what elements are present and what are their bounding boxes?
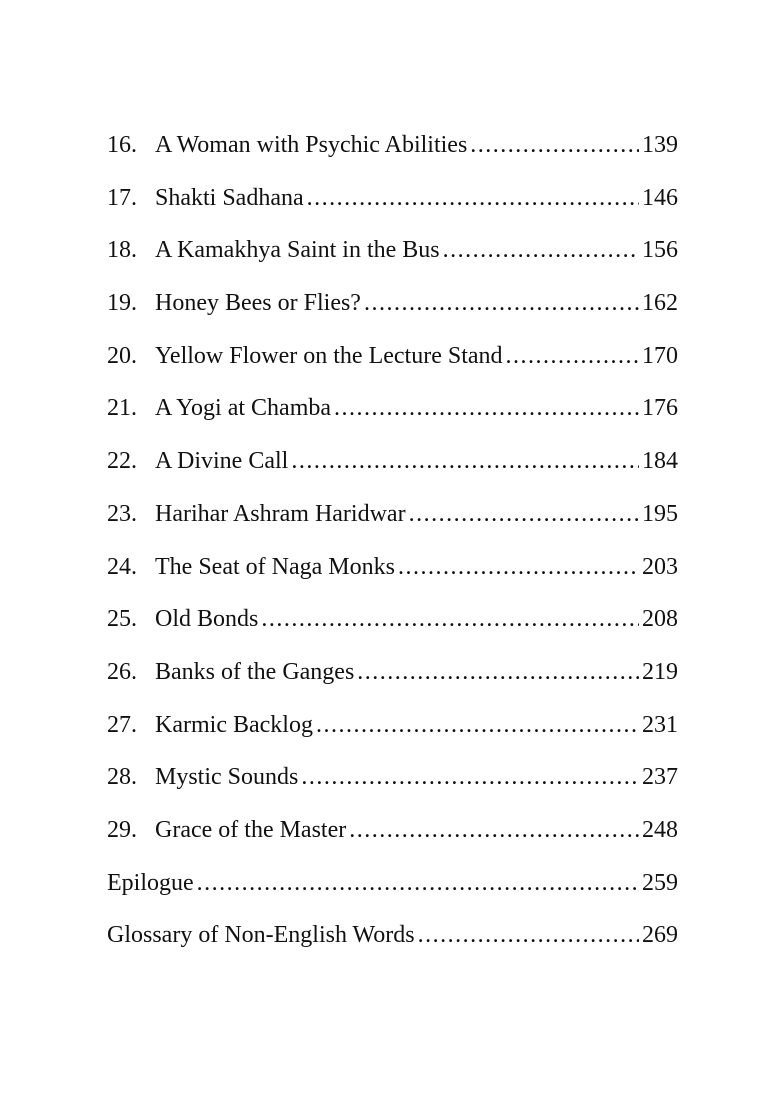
dot-leader xyxy=(334,389,639,427)
toc-entry-glossary xyxy=(107,916,678,969)
page-number: 248 xyxy=(642,816,678,843)
dot-leader xyxy=(307,179,639,217)
dot-leader xyxy=(316,706,639,744)
toc-entry xyxy=(107,442,678,495)
chapter-number: 26. xyxy=(107,658,137,685)
page-number: 269 xyxy=(642,922,678,949)
page-number: 208 xyxy=(642,606,678,633)
chapter-title: Karmic Backlog xyxy=(155,711,313,738)
chapter-title: Honey Bees or Flies? xyxy=(155,290,361,317)
chapter-number: 20. xyxy=(107,342,137,369)
chapter-title: Yellow Flower on the Lecture Stand xyxy=(155,342,503,369)
toc-entry xyxy=(107,495,678,548)
chapter-number: 29. xyxy=(107,816,137,843)
chapter-number: 17. xyxy=(107,184,137,211)
chapter-number: 18. xyxy=(107,237,137,264)
dot-leader xyxy=(398,548,639,586)
dot-leader xyxy=(357,653,639,691)
chapter-number: 19. xyxy=(107,290,137,317)
page-number: 203 xyxy=(642,553,678,580)
page-number: 176 xyxy=(642,395,678,422)
dot-leader xyxy=(301,758,639,796)
chapter-number: 21. xyxy=(107,395,137,422)
dot-leader xyxy=(364,284,639,322)
toc-entry xyxy=(107,231,678,284)
chapter-title: Grace of the Master xyxy=(155,816,347,843)
page-number: 231 xyxy=(642,711,678,738)
chapter-title: Mystic Sounds xyxy=(155,764,299,791)
table-of-contents xyxy=(107,126,678,969)
chapter-title: The Seat of Naga Monks xyxy=(155,553,395,580)
chapter-number: 23. xyxy=(107,500,137,527)
chapter-title: A Divine Call xyxy=(155,448,289,475)
chapter-title: Banks of the Ganges xyxy=(155,658,355,685)
dot-leader xyxy=(470,126,639,164)
dot-leader xyxy=(409,495,639,533)
dot-leader xyxy=(349,811,639,849)
chapter-title: A Yogi at Chamba xyxy=(155,395,332,422)
page-number: 259 xyxy=(642,869,678,896)
dot-leader xyxy=(197,864,639,902)
page-number: 170 xyxy=(642,342,678,369)
chapter-title: A Woman with Psychic Abilities xyxy=(155,132,468,158)
toc-entry xyxy=(107,811,678,864)
chapter-title: Old Bonds xyxy=(155,606,259,633)
chapter-title: Shakti Sadhana xyxy=(155,184,304,211)
section-title: Epilogue xyxy=(107,869,194,896)
chapter-number: 28. xyxy=(107,764,137,791)
page-number: 184 xyxy=(642,448,678,475)
page-number: 219 xyxy=(642,658,678,685)
dot-leader xyxy=(261,600,639,638)
chapter-title: A Kamakhya Saint in the Bus xyxy=(155,237,440,264)
toc-entry xyxy=(107,126,678,179)
dot-leader xyxy=(291,442,639,480)
page-number: 237 xyxy=(642,764,678,791)
dot-leader xyxy=(443,231,639,269)
chapter-number: 22. xyxy=(107,448,137,475)
dot-leader xyxy=(506,337,639,375)
page-number: 195 xyxy=(642,500,678,527)
dot-leader xyxy=(418,916,639,954)
chapter-number: 24. xyxy=(107,553,137,580)
toc-entry xyxy=(107,337,678,390)
toc-entry-epilogue xyxy=(107,864,678,917)
toc-entry xyxy=(107,548,678,601)
page-number: 162 xyxy=(642,290,678,317)
toc-entry xyxy=(107,600,678,653)
toc-entry xyxy=(107,389,678,442)
chapter-number: 25. xyxy=(107,606,137,633)
toc-entry xyxy=(107,653,678,706)
toc-entry xyxy=(107,706,678,759)
section-title: Glossary of Non-English Words xyxy=(107,922,415,949)
page-number: 156 xyxy=(642,237,678,264)
page-number: 139 xyxy=(642,132,678,158)
toc-entry xyxy=(107,758,678,811)
chapter-number: 16. xyxy=(107,132,137,158)
chapter-title: Harihar Ashram Haridwar xyxy=(155,500,406,527)
chapter-number: 27. xyxy=(107,711,137,738)
toc-entry xyxy=(107,179,678,232)
page-number: 146 xyxy=(642,184,678,211)
toc-entry xyxy=(107,284,678,337)
